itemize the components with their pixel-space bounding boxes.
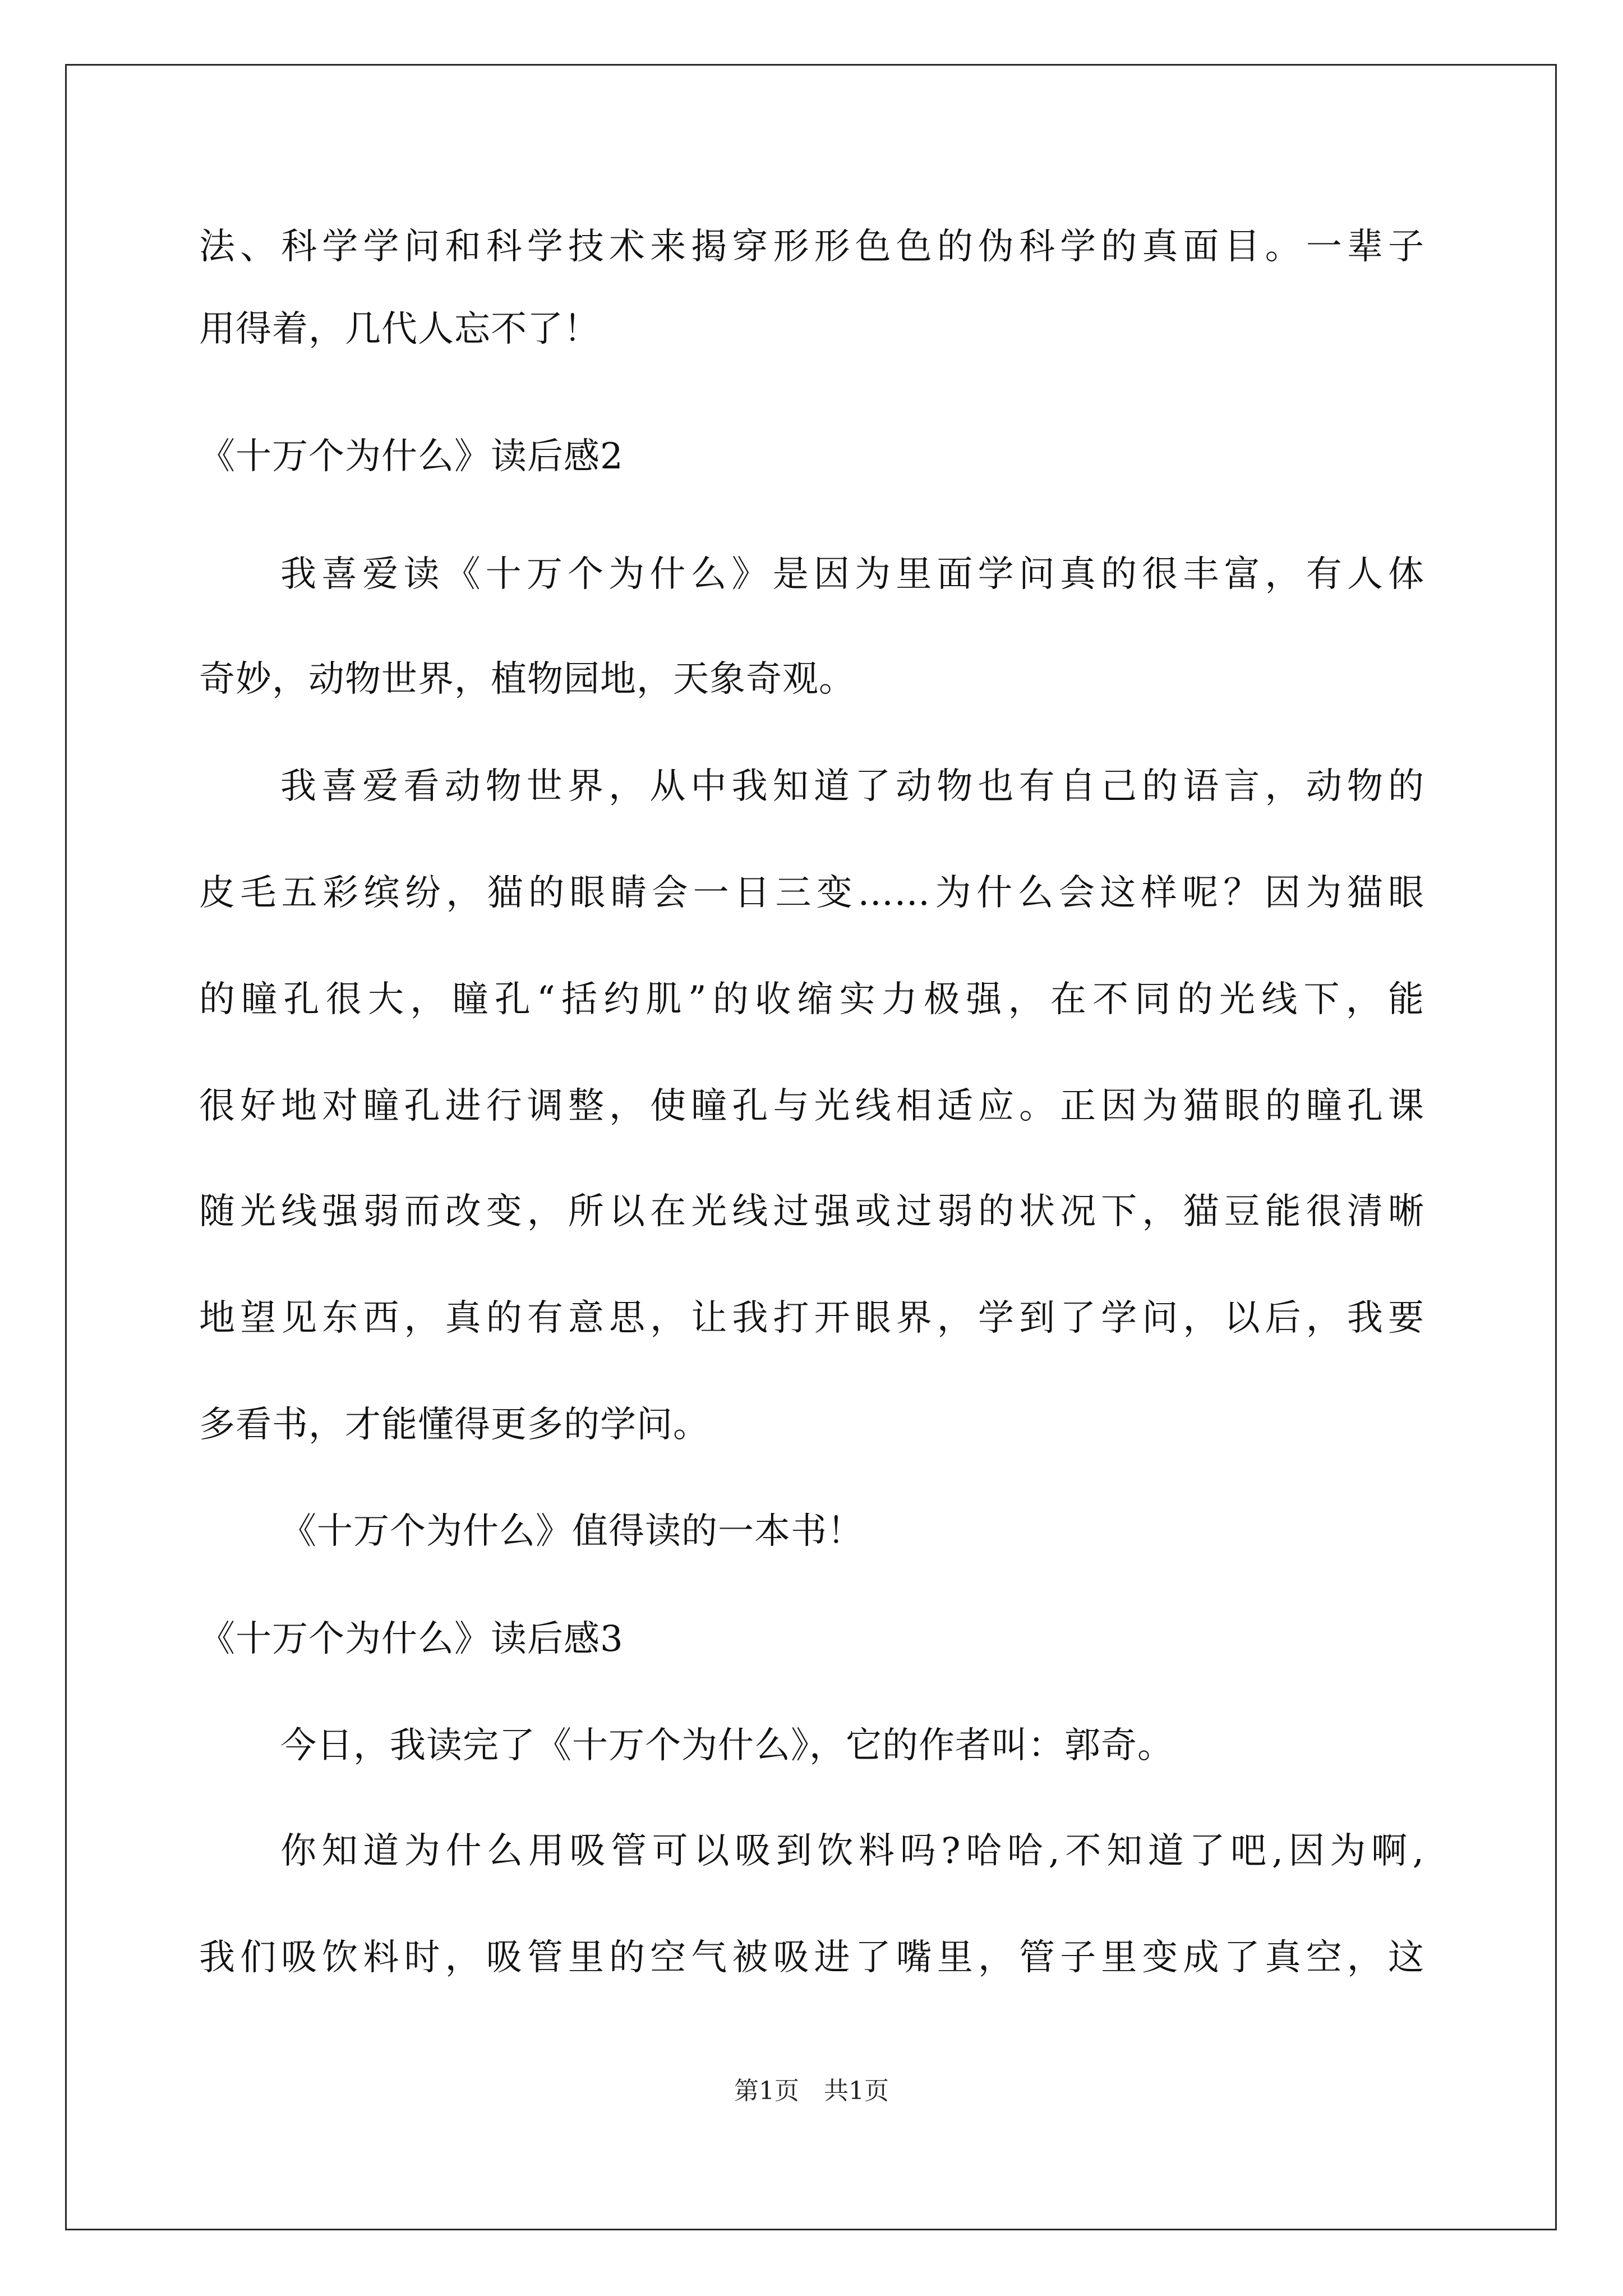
section-heading: 《十万个为什么》读后感3: [199, 1618, 624, 1660]
text-line: 皮毛五彩缤纷，猫的眼睛会一日三变……为什么会这样呢？因为猫眼: [199, 872, 1424, 914]
text-line: 的瞳孔很大，瞳孔“括约肌”的收缩实力极强，在不同的光线下，能: [199, 979, 1424, 1020]
text-line: 很好地对瞳孔进行调整，使瞳孔与光线相适应。正因为猫眼的瞳孔课: [199, 1085, 1424, 1127]
text-line: 我们吸饮料时，吸管里的空气被吸进了嘴里，管子里变成了真空，这: [199, 1937, 1424, 1978]
text-line: 地望见东西，真的有意思，让我打开眼界，学到了学问，以后，我要: [199, 1297, 1424, 1339]
text-line: 你知道为什么用吸管可以吸到饮料吗?哈哈,不知道了吧,因为啊,: [280, 1830, 1424, 1872]
text-line: 我喜爱读《十万个为什么》是因为里面学问真的很丰富，有人体: [280, 554, 1424, 595]
text-line: 用得着，几代人忘不了！: [199, 309, 600, 350]
text-line: 《十万个为什么》值得读的一本书！: [280, 1511, 864, 1552]
page-number: 第1页 共1页: [734, 2077, 889, 2105]
text-line: 今日，我读完了《十万个为什么》，它的作者叫：郭奇。: [280, 1725, 1174, 1766]
text-line: 奇妙，动物世界，植物园地，天象奇观。: [199, 659, 855, 700]
text-line: 法、科学学问和科学技术来揭穿形形色色的伪科学的真面目。一辈子: [199, 226, 1424, 268]
text-line: 多看书，才能懂得更多的学问。: [199, 1404, 709, 1446]
page-border: [65, 64, 1557, 2230]
section-heading: 《十万个为什么》读后感2: [199, 436, 624, 477]
text-line: 随光线强弱而改变，所以在光线过强或过弱的状况下，猫豆能很清晰: [199, 1191, 1424, 1232]
text-line: 我喜爱看动物世界，从中我知道了动物也有自己的语言，动物的: [280, 766, 1424, 807]
